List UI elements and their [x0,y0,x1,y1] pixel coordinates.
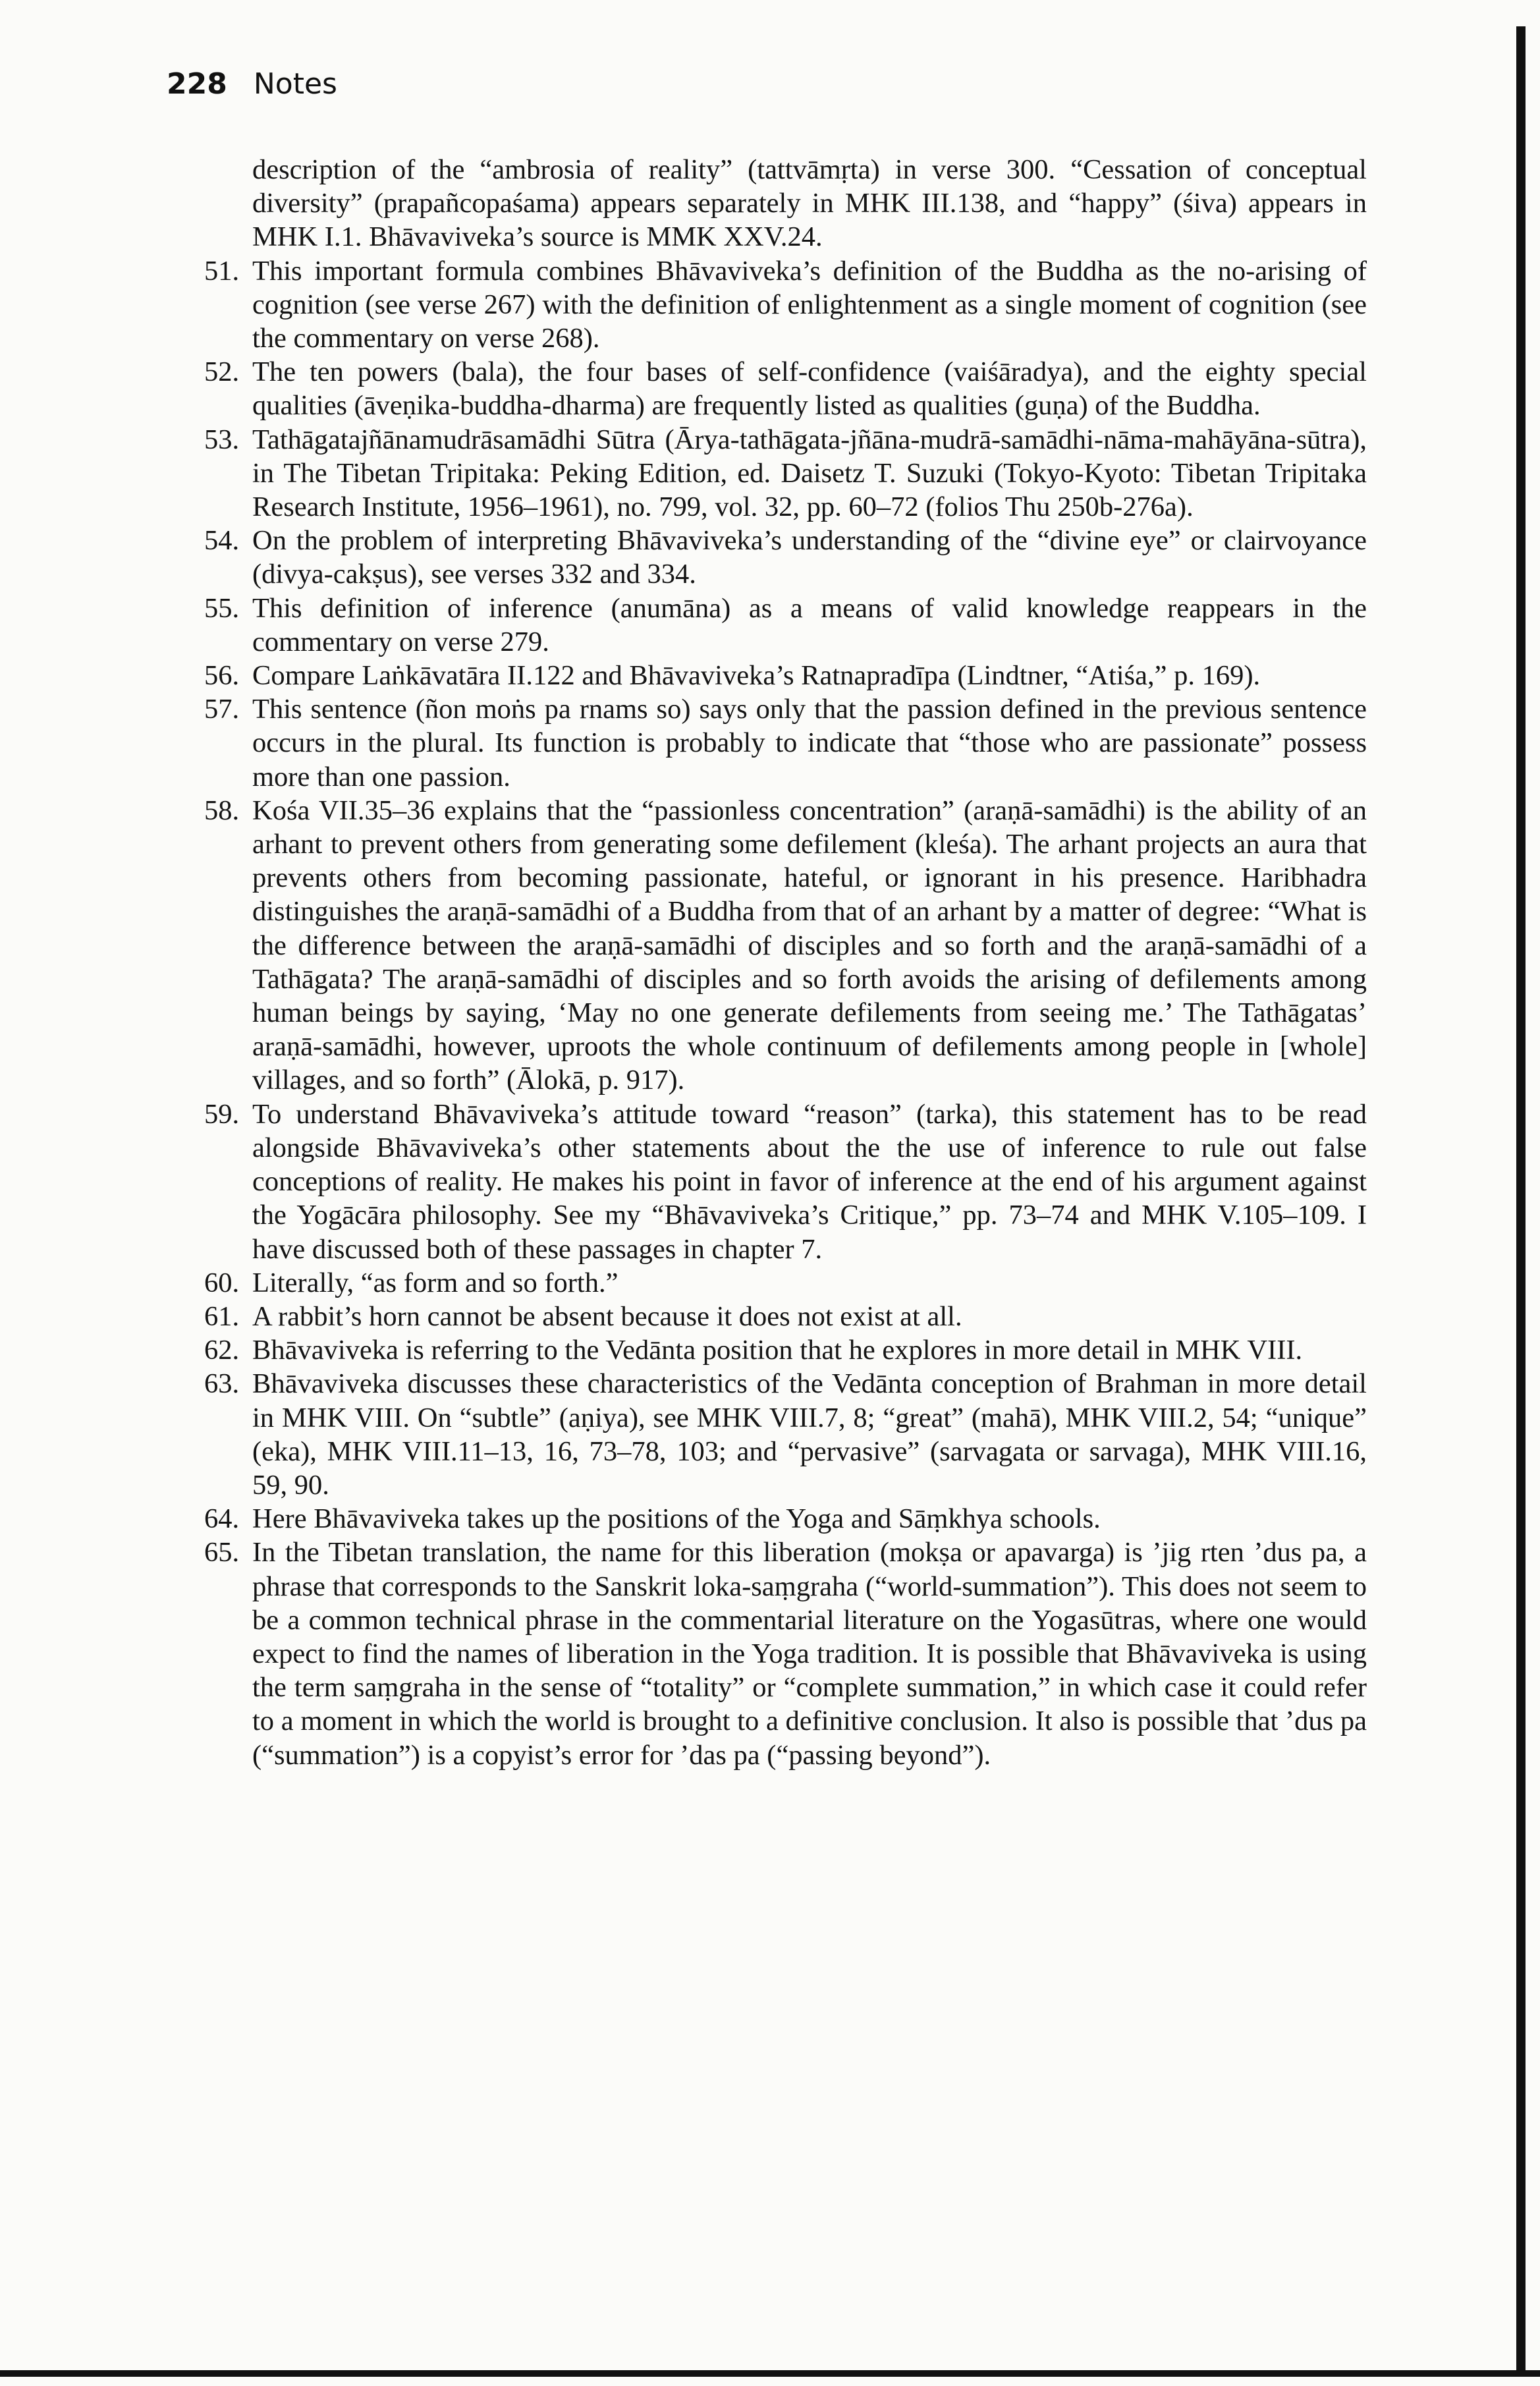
note-item [204,592,1367,659]
note-number: 52. [204,356,240,388]
note-item [204,1536,1367,1771]
note-item [204,1502,1367,1536]
note-item [204,794,1367,1097]
note-number: 57. [204,694,240,725]
note-item [204,1266,1367,1300]
note-text: To understand Bhāvaviveka’s attitude toward “reason” (tarka), this statement has to be read alongside Bhāvaviveka’s other statements about the the use of inference to rule out false conceptions of reality. He makes his point in favor of inference at the end of his argument against the Yogācāra philosophy. See my “Bhāvaviveka’s Critique,” pp. 73–74 and MHK V.105–109. I have discussed both of these passages in chapter 7. [252,1098,1367,1265]
notes-body [204,153,1367,1772]
note-number: 55. [204,592,240,624]
note-text: A rabbit’s horn cannot be absent because it does not exist at all. [252,1300,962,1332]
note-number: 61. [204,1300,240,1332]
note-number: 62. [204,1335,240,1366]
note-number: 51. [204,255,240,287]
note-item [204,1097,1367,1266]
note-item [204,1300,1367,1333]
page-edge-shadow-right [1516,26,1526,2372]
note-text: On the problem of interpreting Bhāvaviveka’s understanding of the “divine eye” or clairvoyance (divya-cakṣus), see verses 332 and 334. [252,525,1367,590]
page-number: 228 [167,67,227,101]
note-number: 60. [204,1267,240,1298]
note-item [204,254,1367,356]
note-text: Bhāvaviveka discusses these characteristics of the Vedānta conception of Brahman in more detail in MHK VIII. On “subtle” (aṇiya), see MHK VIII.7, 8; “great” (mahā), MHK VIII.2, 54; “unique” (eka), MHK VIII.11–13, 16, 73–78, 103; and “pervasive” (sarvagata or sarvaga), MHK VIII.16, 59, 90. [252,1368,1367,1501]
note-item [204,355,1367,422]
note-text: Literally, “as form and so forth.” [252,1267,619,1298]
note-text: Kośa VII.35–36 explains that the “passionless concentration” (araṇā-samādhi) is the ability of an arhant to prevent others from generating some defilement (kleśa). The arhant projects an aura that prevents others from becoming passionate, hateful, or ignorant in his presence. Haribhadra distinguishes the araṇā-samādhi of a Buddha from that of an arhant by a matter of degree: “What is the difference between the araṇā-samādhi of disciples and so forth and the araṇā-samādhi of a Tathāgata? The araṇā-samādhi of disciples and so forth avoids the arising of defilements among human beings by saying, ‘May no one generate defilements from seeing me.’ The Tathāgatas’ araṇā-samādhi, however, uproots the whole continuum of defilements among people in [whole] villages, and so forth” (Ālokā, p. 917). [252,794,1367,1096]
note-number: 65. [204,1537,240,1568]
note-number: 63. [204,1368,240,1400]
continued-note-text: description of the “ambrosia of reality” (tattvāmṛta) in verse 300. “Cessation of conceptual diversity” (prapañcopaśama) appears separately in MHK III.138, and “happy” (śiva) appears in MHK I.1. Bhāvaviveka’s source is MMK XXV.24. [252,154,1367,253]
note-text: The ten powers (bala), the four bases of self-confidence (vaiśāradya), and the eighty special qualities (āveṇika-buddha-dharma) are frequently listed as qualities (guṇa) of the Buddha. [252,356,1367,422]
note-text: Here Bhāvaviveka takes up the positions of the Yoga and Sāṃkhya schools. [252,1503,1101,1535]
note-number: 58. [204,794,240,826]
note-text: Tathāgatajñānamudrāsamādhi Sūtra (Ārya-tathāgata-jñāna-mudrā-samādhi-nāma-mahāyāna-sūtra), in The Tibetan Tripitaka: Peking Edition, ed. Daisetz T. Suzuki (Tokyo-Kyoto: Tibetan Tripitaka Research Institute, 1956–1961), no. 799, vol. 32, pp. 60–72 (folios Thu 250b-276a). [252,424,1367,523]
note-number: 54. [204,525,240,557]
note-number: 59. [204,1098,240,1130]
note-text: This important formula combines Bhāvaviveka’s definition of the Buddha as the no-arising of cognition (see verse 267) with the definition of enlightenment as a single moment of cognition (see the commentary on verse 268). [252,255,1367,354]
note-text: Compare Laṅkāvatāra II.122 and Bhāvaviveka’s Ratnapradīpa (Lindtner, “Atiśa,” p. 169). [252,660,1261,692]
page-edge-shadow-bottom [0,2370,1540,2377]
note-item [204,423,1367,524]
note-number: 64. [204,1503,240,1535]
note-number: 53. [204,424,240,455]
note-item [204,692,1367,794]
running-head [167,67,337,101]
note-number: 56. [204,660,240,692]
note-item [204,659,1367,692]
note-text: This sentence (ñon moṅs pa rnams so) says only that the passion defined in the previous sentence occurs in the plural. Its function is probably to indicate that “those who are passionate” possess more than one passion. [252,694,1367,792]
note-text: This definition of inference (anumāna) as a means of valid knowledge reappears in the commentary on verse 279. [252,592,1367,657]
note-item [204,1367,1367,1502]
note-item [204,524,1367,591]
note-text: Bhāvaviveka is referring to the Vedānta position that he explores in more detail in MHK VIII. [252,1335,1303,1366]
note-text: In the Tibetan translation, the name for this liberation (mokṣa or apavarga) is ’jig rten ’dus pa, a phrase that corresponds to the Sanskrit loka-saṃgraha (“world-summation”). This does not seem to be a common technical phrase in the commentarial literature on the Yogasūtras, where one would expect to find the names of liberation in the Yoga tradition. It is possible that Bhāvaviveka is using the term saṃgraha in the sense of “totality” or “complete summation,” in which case it could refer to a moment in which the world is brought to a definitive conclusion. It also is possible that ’dus pa (“summation”) is a copyist’s error for ’das pa (“passing beyond”). [252,1537,1367,1771]
note-item [204,1333,1367,1367]
section-title: Notes [253,67,337,101]
